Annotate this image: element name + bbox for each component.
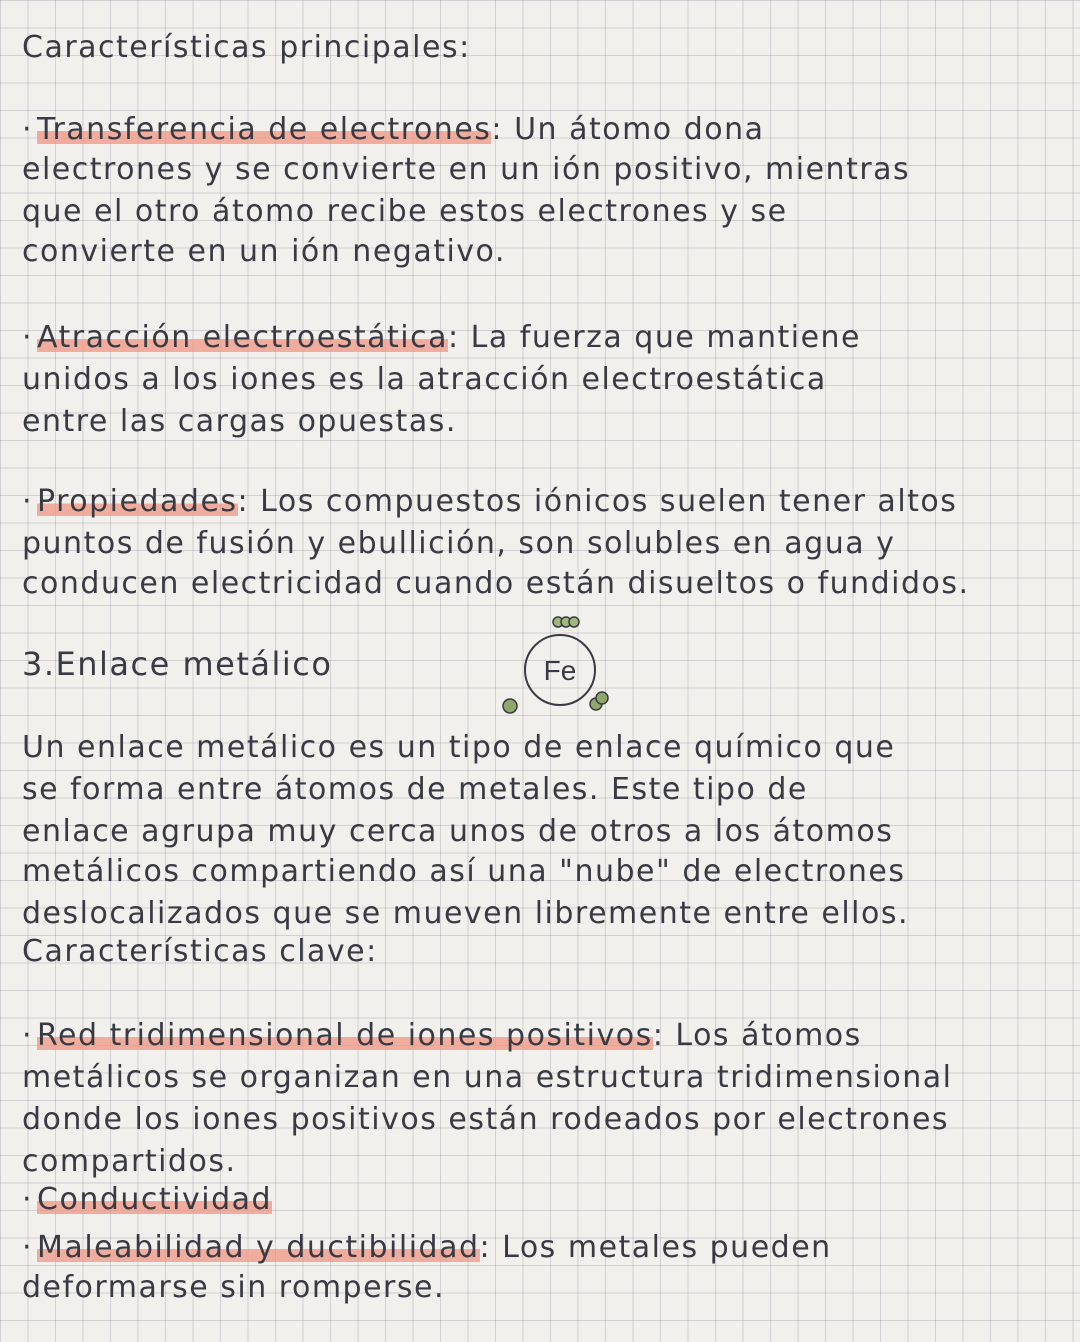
text-line: compartidos. <box>22 1144 237 1179</box>
text-line: convierte en un ión negativo. <box>22 234 506 269</box>
term-lattice: Red tridimensional de iones positivos <box>37 1018 653 1053</box>
iron-atom-diagram <box>500 610 620 720</box>
text-line: enlace agrupa muy cerca unos de otros a los átomos <box>22 814 894 849</box>
term-malleability: Maleabilidad y ductibilidad <box>37 1230 480 1265</box>
text-line: : Los átomos <box>652 1018 862 1053</box>
metallic-item-lattice <box>22 1016 1060 1056</box>
text-line: conducen electricidad cuando están disueltos o fundidos. <box>22 566 970 601</box>
text-line: : Los compuestos iónicos suelen tener altos <box>237 484 958 519</box>
section-title-text: Enlace metálico <box>56 645 333 684</box>
ionic-item-properties <box>22 482 1060 522</box>
text-line: se forma entre átomos de metales. Este tipo de <box>22 772 808 807</box>
text-line: unidos a los iones es la atracción electroestática <box>22 362 827 397</box>
heading: Características principales: <box>22 30 471 65</box>
term-properties: Propiedades <box>37 484 238 519</box>
metallic-item-conductivity <box>22 1180 1060 1220</box>
section-number: 3. <box>22 645 56 683</box>
bullet: · <box>22 1018 34 1053</box>
bullet: · <box>22 1182 34 1217</box>
text-line: que el otro átomo recibe estos electrones y se <box>22 194 788 229</box>
text-line: metálicos compartiendo así una "nube" de electrones <box>22 854 906 889</box>
metallic-item-malleability <box>22 1228 1060 1268</box>
term-attraction: Atracción electroestática <box>37 320 448 355</box>
term-transfer: Transferencia de electrones <box>37 112 492 147</box>
electron <box>569 617 579 627</box>
text-line: Características clave: <box>22 934 378 969</box>
bullet: · <box>22 1230 34 1265</box>
bullet: · <box>22 484 34 519</box>
text-line: deformarse sin romperse. <box>22 1270 446 1305</box>
text-line: entre las cargas opuestas. <box>22 404 457 439</box>
text-line: electrones y se convierte en un ión positivo, mientras <box>22 152 911 187</box>
text-line: deslocalizados que se mueven libremente entre ellos. <box>22 896 910 931</box>
text-line: Un enlace metálico es un tipo de enlace químico que <box>22 730 896 765</box>
text-line: donde los iones positivos están rodeados por electrones <box>22 1102 950 1137</box>
electron <box>596 692 608 704</box>
bullet: · <box>22 112 34 147</box>
text-line: : La fuerza que mantiene <box>448 320 862 355</box>
term-conductivity: Conductividad <box>37 1182 273 1217</box>
text-line: puntos de fusión y ebullición, son solubles en agua y <box>22 526 896 561</box>
electron <box>503 699 517 713</box>
text-line: : Los metales pueden <box>479 1230 832 1265</box>
atom-label: Fe <box>543 655 577 686</box>
text-line: metálicos se organizan en una estructura tridimensional <box>22 1060 953 1095</box>
text-line: : Un átomo dona <box>491 112 765 147</box>
section-title <box>22 644 442 684</box>
ionic-item-transfer <box>22 110 1060 150</box>
bullet: · <box>22 320 34 355</box>
ionic-item-attraction <box>22 318 1060 358</box>
